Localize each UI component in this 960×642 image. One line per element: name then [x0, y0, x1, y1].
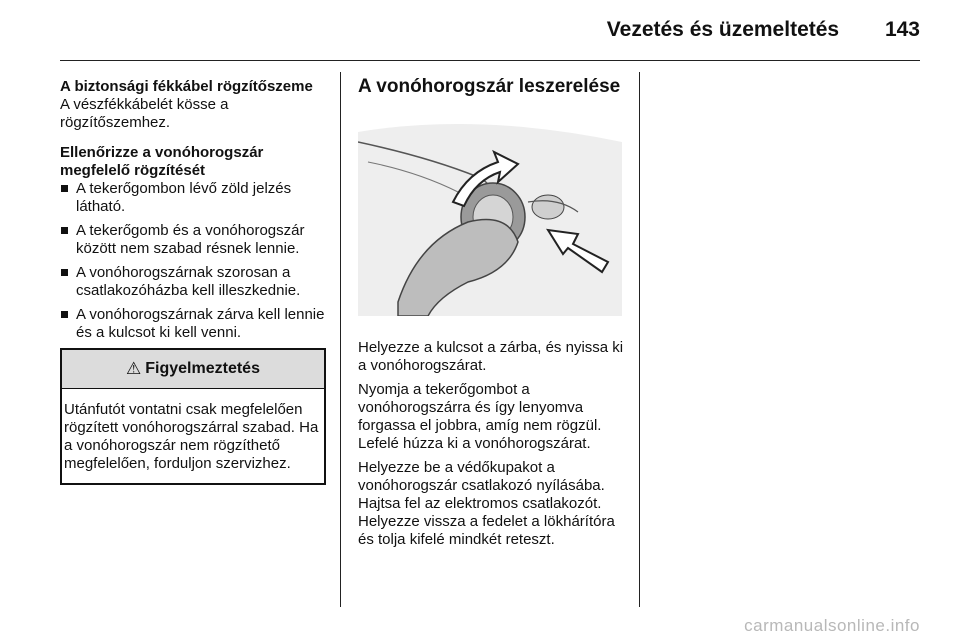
towbar-removal-illustration — [358, 102, 622, 316]
warning-box — [60, 348, 326, 485]
header-rule — [60, 60, 920, 61]
warning-text: Utánfutót vontatni csak megfelelően rögzített vonóhorogszárral szabad. Ha a vonóhorogszár nem rögzíthető megfelelően, forduljon szervizhez. — [64, 401, 319, 472]
cable-heading: A biztonsági fékkábel rögzítőszeme — [60, 78, 313, 95]
warning-triangle-icon: ⚠ — [126, 359, 142, 378]
warning-title: Figyelmeztetés — [145, 360, 260, 377]
list-item: A vonóhorogszárnak zárva kell lennie és a kulcsot ki kell venni. — [60, 306, 330, 342]
warning-header — [62, 350, 324, 389]
check-heading: Ellenőrizze a vonóhorogszár megfelelő rögzítését — [60, 144, 264, 179]
instruction-paragraph: Helyezze a kulcsot a zárba, és nyissa ki a vonóhorogszárat. — [358, 339, 624, 374]
section-heading: A vonóhorogszár leszerelése — [358, 76, 621, 97]
watermark: carmanualsonline.info — [744, 616, 920, 635]
page-number: 143 — [884, 18, 920, 41]
page-header — [60, 18, 920, 42]
instruction-paragraph: Nyomja a tekerőgombot a vonóhorogszárra és így lenyomva forgassa el jobbra, amíg nem rögzül. Lefelé húzza ki a vonóhorogszárat. — [358, 381, 602, 452]
instruction-paragraph: Helyezze be a védőkupakot a vonóhorogszár csatlakozó nyílásába. Hajtsa fel az elektromos csatlakozót. Helyezze vissza a fedelet a lökhárítóra és tolja kifelé mindkét reteszt. — [358, 459, 615, 548]
page-title: Vezetés és üzemeltetés — [606, 18, 840, 41]
right-column — [358, 78, 626, 555]
check-list — [60, 180, 330, 342]
column-divider-right — [639, 72, 640, 607]
list-item: A tekerőgombon lévő zöld jelzés látható. — [60, 180, 330, 216]
cable-text: A vészfékkábelét kösse a rögzítőszemhez. — [60, 96, 229, 131]
left-column — [60, 78, 330, 485]
column-divider-left — [340, 72, 341, 607]
list-item: A tekerőgomb és a vonóhorogszár között nem szabad résnek lennie. — [60, 222, 330, 258]
list-item: A vonóhorogszárnak szorosan a csatlakozóházba kell illeszkednie. — [60, 264, 330, 300]
